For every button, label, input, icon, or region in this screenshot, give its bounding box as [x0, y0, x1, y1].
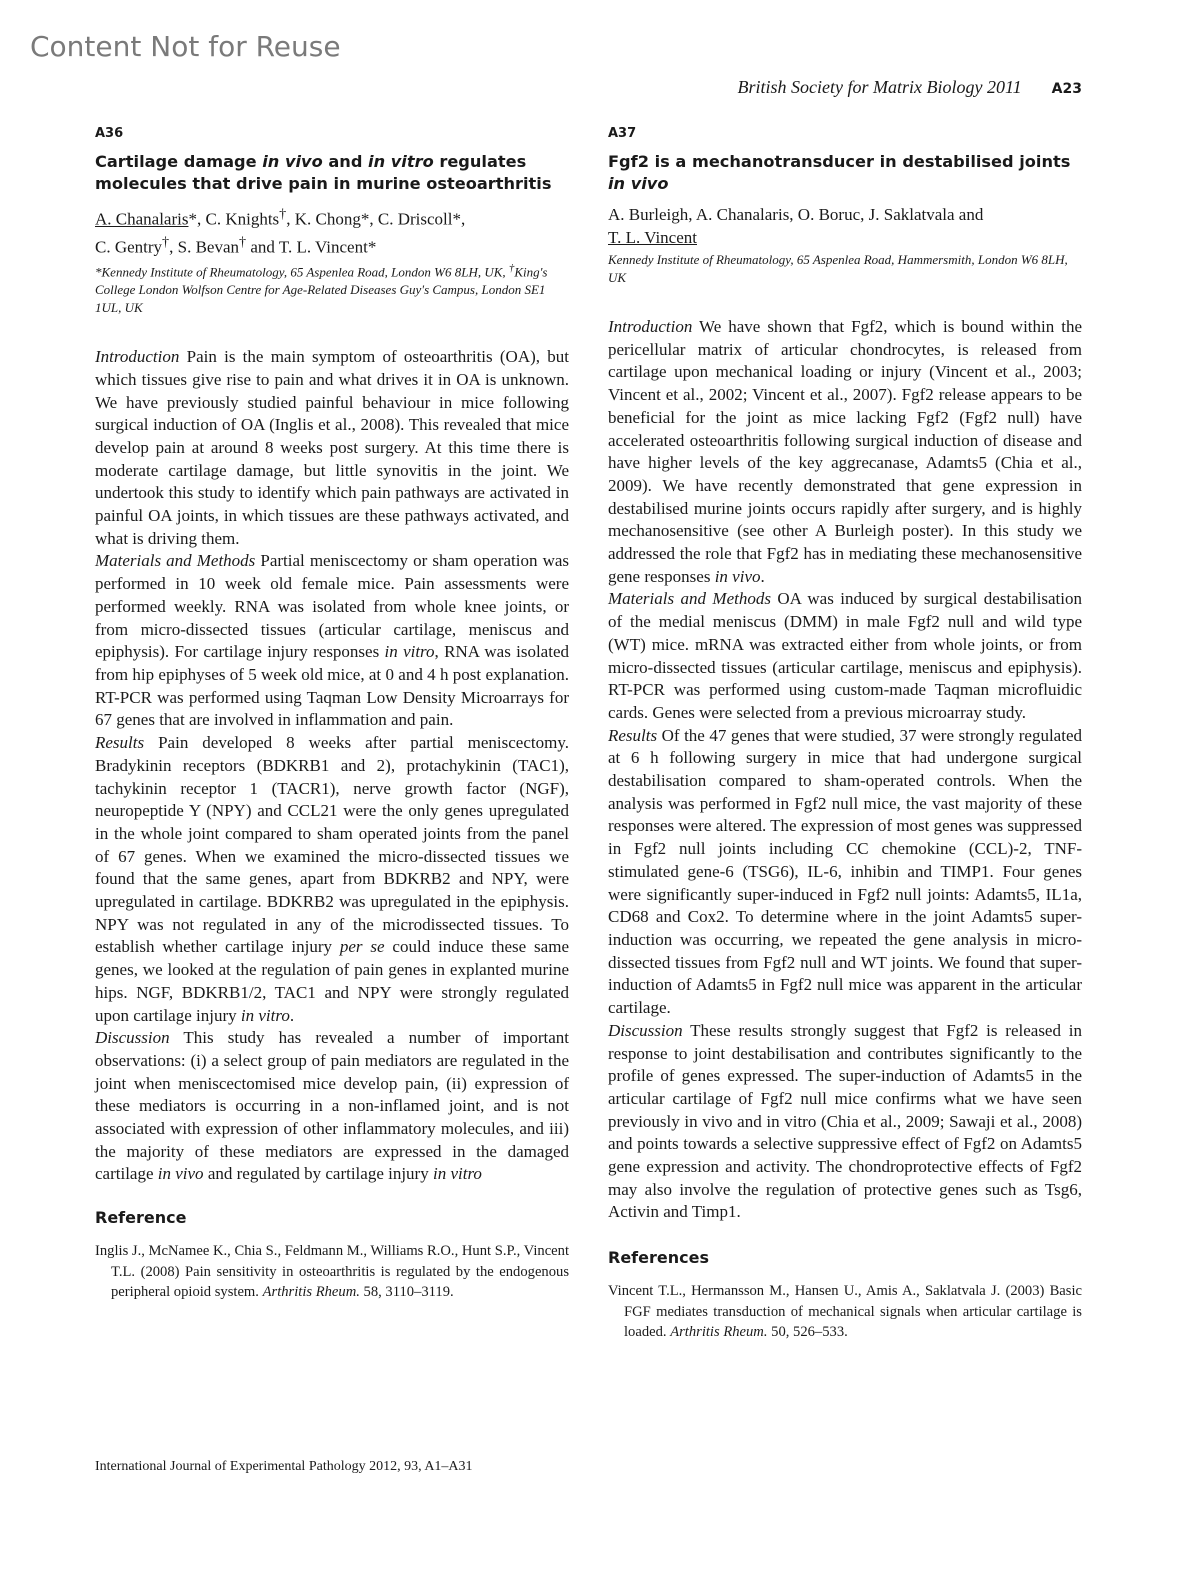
- author-list: [608, 203, 1082, 249]
- section-label-discussion: Discussion: [608, 1020, 683, 1040]
- reference-heading: References: [608, 1248, 709, 1268]
- section-text: .: [289, 1005, 295, 1025]
- presenting-author: T. L. Vincent: [608, 228, 697, 247]
- abstract-id: A37: [608, 126, 637, 141]
- affiliation-text: King's College London Wolfson Centre for Age-Related Diseases Guy's Campus, London SE1 1UL, UK: [95, 264, 548, 315]
- section-text: Pain is the main symptom of osteoarthritis (OA), but which tissues give rise to pain and what drives it in OA is unknown. We have previously studied painful behaviour in mice following surgical induction of OA (Inglis et al., 2008). This revealed that mice develop pain at around 8 weeks post surgery. At this time there is moderate cartilage damage, but little synovitis in the joint. We undertook this study to identify which pain pathways are activated in painful OA joints, in which tissues are these pathways activated, and what is driving them.: [95, 347, 569, 548]
- dagger-mark: †: [508, 262, 515, 275]
- title-italic: in vitro: [368, 152, 434, 171]
- section-text: We have shown that Fgf2, which is bound within the pericellular matrix of articular chondrocytes, is released from cartilage upon mechanical loading or injury (Vincent et al., 2003; Vincent et al., 2002; Vincent et al., 2007). Fgf2 release appears to be beneficial for the joint as mice lacking Fgf2 (Fgf2 null) have accelerated osteoarthritis following surgical induction of disease and have higher levels of the key aggrecanase, Adamts5 (Chia et al., 2009). We have recently demonstrated that gene expression in destabilised murine joints occurs rapidly after surgery, and is highly mechanosensitive (see other A Burleigh poster). In this study we addressed the role that Fgf2 has in mediating these mechanosensitive gene responses: [608, 317, 1082, 586]
- affiliation: Kennedy Institute of Rheumatology, 65 Aspenlea Road, Hammersmith, London W6 8LH, UK: [608, 252, 1068, 285]
- author-text: , K. Chong*, C. Driscoll*,: [286, 209, 466, 229]
- section-label-results: Results: [95, 733, 145, 753]
- italic-term: in vivo: [714, 566, 761, 586]
- title-part: and: [322, 152, 369, 171]
- reference-entry: [608, 1281, 1082, 1343]
- italic-term: in vitro: [240, 1005, 290, 1025]
- italic-term: per se: [339, 937, 385, 957]
- section-text: Of the 47 genes that were studied, 37 were strongly regulated at 6 h following surgery in mice that had undergone surgical destabilisation compared to sham-operated controls. When the analysis was performed in Fgf2 null mice, the vast majority of these responses were altered. The expression of most genes was suppressed in Fgf2 null joints including CC chemokine (CCL)-2, TNF-stimulated gene-6 (TSG6), IL-6, inhibin and TIMP1. Four genes were significantly super-induced in Fgf2 null joints: Adamts5, IL1a, CD68 and Cox2. To determine where in the joint Adamts5 super-induction was occurring, we repeated the gene analysis in micro-dissected tissues from Fgf2 null and WT joints. We found that super-induction of Adamts5 in Fgf2 null mice was apparent in the articular cartilage.: [608, 725, 1082, 1018]
- reference-entry: [95, 1241, 569, 1303]
- abstract-a36: [95, 126, 569, 1303]
- abstract-id: A36: [95, 126, 124, 141]
- section-label-methods: Materials and Methods: [608, 589, 771, 609]
- section-label-introduction: Introduction: [95, 347, 180, 367]
- title-italic: in vivo: [608, 174, 669, 193]
- title-part: Cartilage damage: [95, 152, 263, 171]
- section-text: .: [760, 566, 765, 586]
- section-label-results: Results: [608, 725, 658, 745]
- section-label-methods: Materials and Methods: [95, 551, 256, 571]
- title-part: Fgf2 is a mechanotransducer in destabilised joints: [608, 152, 1071, 171]
- affiliation-text: *Kennedy Institute of Rheumatology, 65 Aspenlea Road, London W6 8LH, UK,: [95, 264, 509, 280]
- author-text: C. Gentry: [95, 237, 163, 257]
- title-italic: in vivo: [262, 152, 323, 171]
- author-text: A. Burleigh, A. Chanalaris, O. Boruc, J. Saklatvala and: [608, 205, 984, 224]
- author-text: , S. Bevan: [169, 237, 240, 257]
- reference-text: Vincent T.L., Hermansson M., Hansen U., Amis A., Saklatvala J. (2003) Basic FGF mediates transduction of mechanical signals when articular cartilage is loaded.: [608, 1283, 1082, 1341]
- italic-term: in vitro: [384, 642, 435, 662]
- watermark: Content Not for Reuse: [30, 30, 341, 63]
- title-part: regulates molecules that drive pain in murine osteoarthritis: [95, 152, 552, 193]
- reference-heading: Reference: [95, 1208, 187, 1228]
- section-text: and regulated by cartilage injury: [203, 1164, 433, 1184]
- reference-journal: Arthritis Rheum.: [670, 1324, 768, 1341]
- page-number: A23: [1051, 81, 1082, 97]
- reference-text: Inglis J., McNamee K., Chia S., Feldmann M., Williams R.O., Hunt S.P., Vincent T.L. (2008) Pain sensitivity in osteoarthritis is regulated by the endogenous peripheral opioid system.: [95, 1243, 569, 1301]
- affiliation: [95, 260, 569, 316]
- running-head: [738, 77, 1082, 98]
- section-text: Pain developed 8 weeks after partial meniscectomy. Bradykinin receptors (BDKRB1 and 2), protachykinin (TAC1), tachykinin receptor 1 (TACR1), nerve growth factor (NGF), neuropeptide Y (NPY) and CCL21 were the only genes upregulated in the whole joint compared to sham operated joints from the panel of 67 genes. When we examined the micro-dissected tissues we found that the same genes, apart from BDKRB2 and NPY, were upregulated in cartilage. BDKRB2 was upregulated in the epiphysis. NPY was not regulated in any of the microdissected tissues. To establish whether cartilage injury: [95, 733, 569, 957]
- reference-journal: Arthritis Rheum.: [262, 1284, 360, 1301]
- running-head-journal: British Society for Matrix Biology 2011: [737, 77, 1022, 97]
- reference-text: 50, 526–533.: [767, 1324, 848, 1341]
- italic-term: in vitro: [432, 1164, 482, 1184]
- dagger-mark: †: [279, 206, 287, 222]
- author-text: and T. L. Vincent*: [246, 237, 377, 257]
- author-list: [95, 203, 569, 258]
- section-text: This study has revealed a number of important observations: (i) a select group of pain mediators are regulated in the joint when meniscectomised mice develop pain, (ii) expression of these mediators is occurring in a non-inflamed joint, and is not associated with expression of other inflammatory molecules, and iii) the majority of these mediators are expressed in the damaged cartilage: [95, 1028, 569, 1184]
- section-text: OA was induced by surgical destabilisation of the medial meniscus (DMM) in male Fgf2 null and wild type (WT) mice. mRNA was extracted either from whole joints, or from micro-dissected tissues (articular cartilage, meniscus and epiphysis). RT-PCR was performed using custom-made Taqman microfluidic cards. Genes were selected from a previous microarray study.: [608, 589, 1082, 722]
- abstract-body: [95, 346, 569, 1186]
- abstract-a37: [608, 126, 1082, 1343]
- section-label-discussion: Discussion: [95, 1028, 170, 1048]
- abstract-title: [95, 151, 569, 195]
- abstract-body: [608, 316, 1082, 1224]
- section-text: , RNA was isolated from hip epiphyses of 5 week old mice, at 0 and 4 h post explanation. RT-PCR was performed using Taqman Low Density Microarrays for 67 genes that are involved in inflammation and pain.: [95, 642, 569, 730]
- abstract-title: [608, 151, 1082, 195]
- section-text: could induce these same genes, we looked at the regulation of pain genes in explanted murine hips. NGF, BDKRB1/2, TAC1 and NPY were strongly regulated upon cartilage injury: [95, 937, 569, 1025]
- section-text: These results strongly suggest that Fgf2 is released in response to joint destabilisation and contributes significantly to the profile of genes expressed. The super-induction of Adamts5 in the articular cartilage of Fgf2 null mice confirms what we have seen previously in vivo and in vitro (Chia et al., 2009; Sawaji et al., 2008) and points towards a selective suppressive effect of Fgf2 on Adamts5 gene expression and activity. The chondroprotective effects of Fgf2 may also involve the regulation of protective genes such as Tsg6, Activin and Timp1.: [608, 1020, 1082, 1222]
- section-label-introduction: Introduction: [608, 317, 693, 336]
- page-footer: International Journal of Experimental Pathology 2012, 93, A1–A31: [95, 1459, 473, 1474]
- author-text: *, C. Knights: [188, 209, 280, 229]
- section-text: Partial meniscectomy or sham operation was performed in 10 week old female mice. Pain assessments were performed weekly. RNA was isolated from whole knee joints, or from micro-dissected tissues (articular cartilage, meniscus and epiphysis). For cartilage injury responses: [95, 551, 570, 662]
- dagger-mark: †: [239, 233, 247, 250]
- presenting-author: A. Chanalaris: [95, 209, 189, 229]
- dagger-mark: †: [162, 233, 170, 250]
- reference-text: 58, 3110–3119.: [359, 1284, 454, 1301]
- italic-term: in vivo: [157, 1164, 204, 1184]
